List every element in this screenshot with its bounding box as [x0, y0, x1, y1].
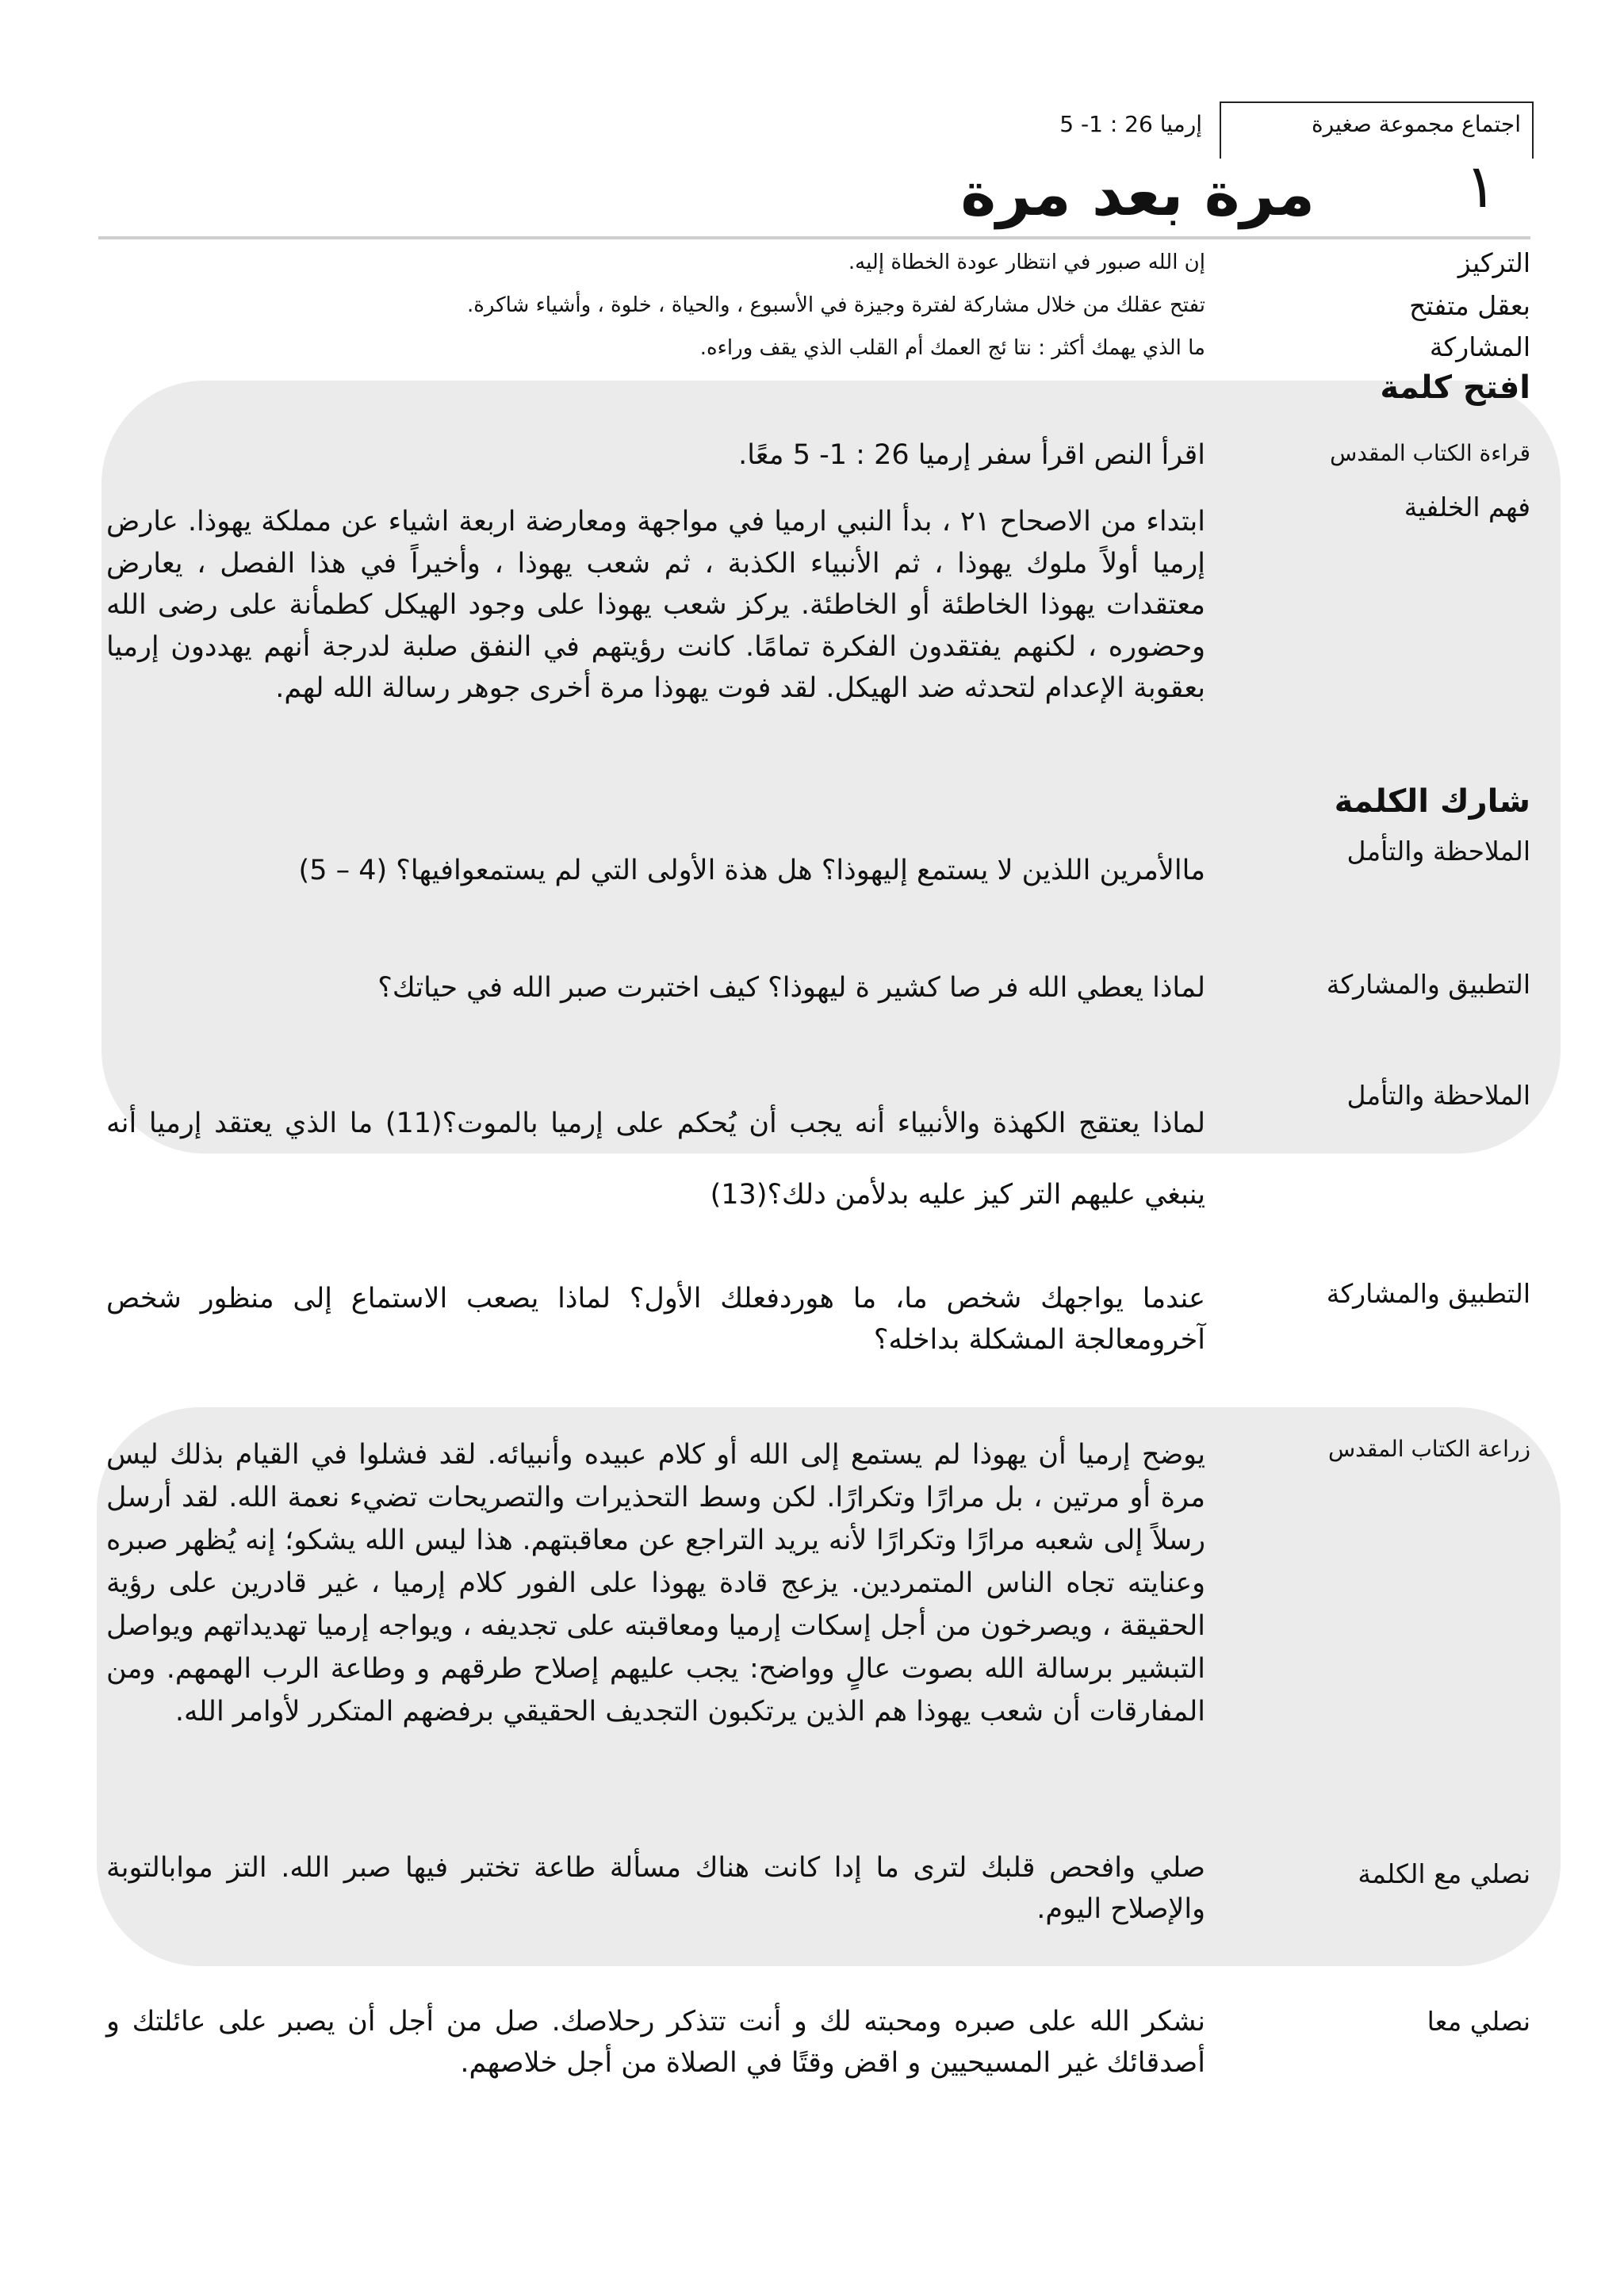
apply-label-1: التطبيق والمشاركة: [1326, 969, 1530, 1000]
series-title: اجتماع مجموعة صغيرة: [1311, 111, 1521, 137]
scripture-reference: إرميا 26 : 1- 5: [1059, 111, 1202, 137]
observe-text-2: لماذا يعتقج الكهذة والأنبياء أنه يجب أن يُحكم على إرميا بالموت؟(11) ما الذي يعتقد إرميا أنه ينبغي عليهم التر كيز عليه بدلأمن دلك؟(13): [106, 1108, 1205, 1211]
lesson-title: مرة بعد مرة: [960, 159, 1315, 229]
header-divider: [98, 236, 1530, 239]
pray-together-text: نشكر الله على صبره ومحبته لك و أنت تتذكر رحلاصك. صل من أجل أن يصبر على عائلتك و أصدقائك غير المسيحيين و اقض وقتًا في الصلاة من أجل خلاصهم.: [106, 2006, 1205, 2079]
observe-text-1: ماالأمرين اللذين لا يستمع إليهوذا؟ هل هذة الأولى التي لم يستمعوافيها؟ (4 – 5): [298, 855, 1205, 886]
plant-word-text: يوضح إرميا أن يهوذا لم يستمع إلى الله أو كلام عبيده وأنبيائه. لقد فشلوا في القيام بذلك ليس مرة أو مرتين ، بل مرارًا وتكرارًا. لكن وسط التحذيرات والتصريحات تضيء نعمة الله. لقد أرسل رسلاً إلى شعبه مرارًا وتكرارًا لأنه يريد التراجع عن معاقبتهم. هذا ليس الله يشكو؛ إنه يُظهر صبره وعنايته تجاه الناس المتمردين. يزعج قادة يهوذا على الفور كلام إرميا ، غير قادرين على رؤية الحقيقة ، ويصرخون من أجل إسكات إرميا ومعاقبته على تجديفه ، ويواجه إرميا تهديداتهم ويواصل التبشير برسالة الله بصوت عالٍ وواضح: يجب عليهم إصلاح طرقهم و وطاعة الرب الهمهم. ومن المفارقات أن شعب يهوذا هم الذين يرتكبون التجديف الحقيقي برفضهم المتكرر لأوامر الله.: [106, 1439, 1205, 1728]
lesson-number: ١: [1465, 151, 1497, 221]
pray-word-text: صلي وافحص قلبك لترى ما إدا كانت هناك مسألة طاعة تختبر فيها صبر الله. التز موابالتوبة والإصلاح اليوم.: [106, 1852, 1205, 1925]
apply-text-2: عندما يواجهك شخص ما، ما هوردفعلك الأول؟ لماذا يصعب الاستماع إلى منظور شخص آخرومعالجة المشكلة بداخله؟: [106, 1283, 1205, 1356]
apply-label-2: التطبيق والمشاركة: [1326, 1278, 1530, 1309]
focus-label: التركيز: [1457, 247, 1530, 278]
background-label: فهم الخلفية: [1404, 492, 1530, 522]
bible-reading-label: قراءة الكتاب المقدس: [1330, 440, 1530, 466]
open-word-heading: افتح كلمة: [1380, 369, 1530, 406]
pray-word-label: نصلي مع الكلمة: [1358, 1858, 1530, 1889]
bible-reading-text: اقرأ النص اقرأ سفر إرميا 26 : 1- 5 معًا.: [738, 439, 1205, 471]
observe-label-2: الملاحظة والتأمل: [1346, 1080, 1530, 1111]
apply-text-1: لماذا يعطي الله فر صا كشير ة ليهوذا؟ كيف اختبرت صبر الله في حياتك؟: [377, 972, 1205, 1004]
sharing-text: ما الذي يهمك أكثر : نتا ئج العمك أم القلب الذي يقف وراءه.: [699, 336, 1205, 360]
observe-label-1: الملاحظة والتأمل: [1346, 836, 1530, 867]
focus-text: إن الله صبور في انتظار عودة الخطاة إليه.: [848, 251, 1205, 274]
plant-word-label: زراعة الكتاب المقدس: [1328, 1436, 1530, 1462]
sharing-label: المشاركة: [1429, 331, 1530, 362]
pray-together-label: نصلي معا: [1427, 2006, 1530, 2037]
share-word-heading: شارك الكلمة: [1334, 783, 1530, 820]
open-mind-text: تفتح عقلك من خلال مشاركة لفترة وجيزة في الأسبوع ، والحياة ، خلوة ، وأشياء شاكرة.: [467, 293, 1205, 317]
open-mind-label: بعقل متفتح: [1409, 290, 1530, 321]
background-text: ابتداء من الاصحاح ٢١ ، بدأ النبي ارميا في مواجهة ومعارضة اربعة اشياء عن مملكة يهوذا. عارض إرميا أولاً ملوك يهوذا ، ثم الأنبياء الكذبة ، ثم شعب يهوذا ، وأخيراً في هذا الفصل ، يعارض معتقدات يهوذا الخاطئة أو الخاطئة. يركز شعب يهوذا على وجود الهيكل كطمأنة على رضى الله وحضوره ، لكنهم يفتقدون الفكرة تمامًا. كانت رؤيتهم في النفق صلبة لدرجة أنهم يهددون إرميا بعقوبة الإعدام لتحدثه ضد الهيكل. لقد فوت يهوذا مرة أخرى جوهر رسالة الله لهم.: [106, 506, 1205, 704]
